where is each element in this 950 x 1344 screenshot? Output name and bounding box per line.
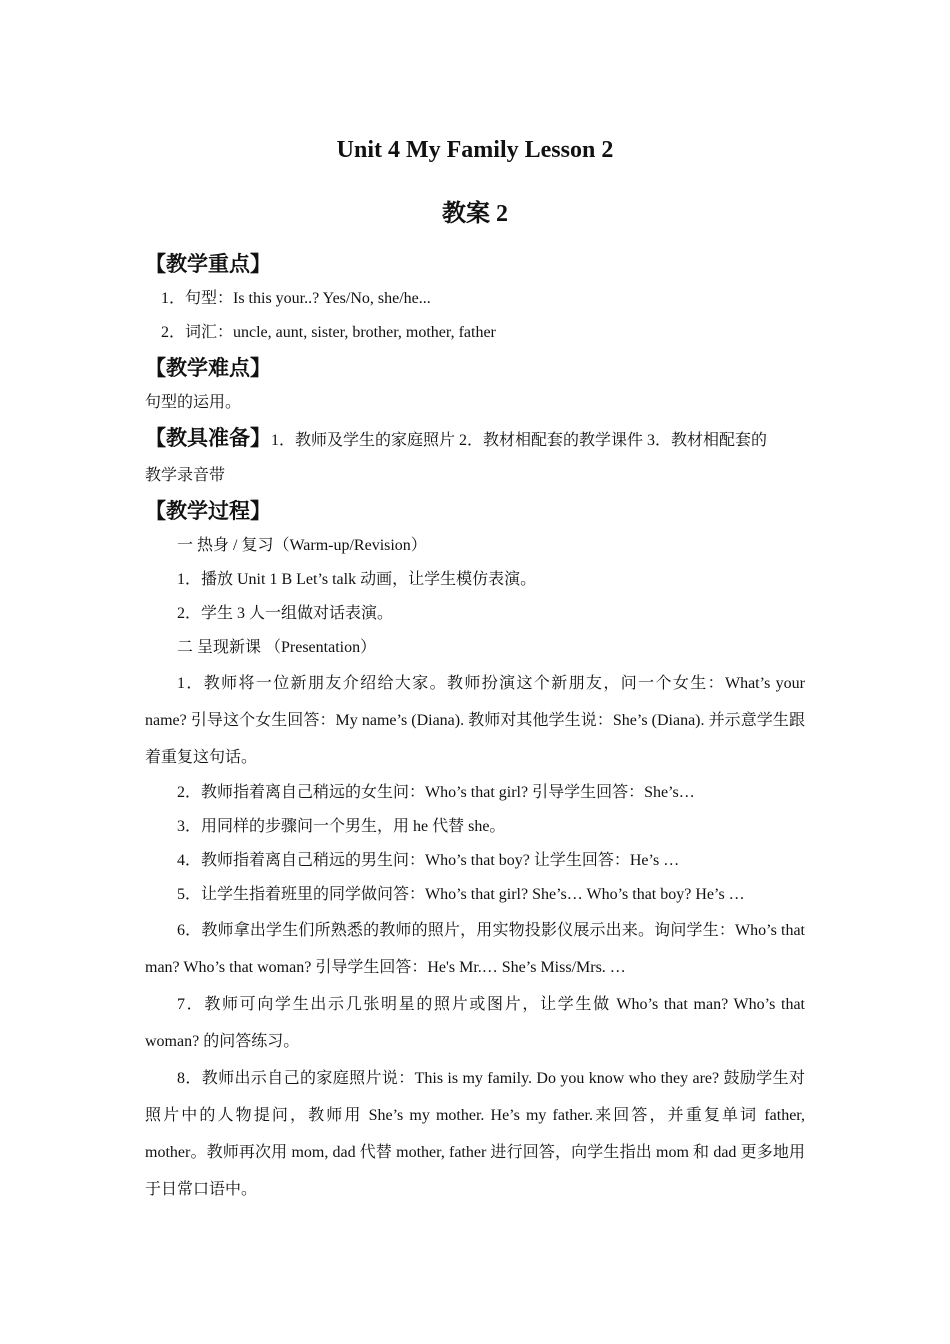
process-heading: 【教学过程】 xyxy=(145,499,271,523)
warmup-item: 2．学生 3 人一组做对话表演。 xyxy=(177,605,394,622)
presentation-item: 1．教师将一位新朋友介绍给大家。教师扮演这个新朋友，问一个女生：What’s your name? 引导这个女生回答：My name’s (Diana). 教师对其他学生说：She’s (Diana). 并示意学生跟着重复这句话。 xyxy=(145,675,805,766)
presentation-item: 3．用同样的步骤问一个男生，用 he 代替 she。 xyxy=(177,818,506,835)
presentation-item: 4．教师指着离自己稍远的男生问：Who’s that boy? 让学生回答：He’s … xyxy=(177,852,680,869)
warmup-title: 一 热身 / 复习（Warm-up/Revision） xyxy=(177,537,427,554)
key-point-item: 2．词汇：uncle, aunt, sister, brother, mother, father xyxy=(161,324,496,341)
presentation-item: 8．教师出示自己的家庭照片说：This is my family. Do you know who they are? 鼓励学生对照片中的人物提问，教师用 She’s my mother. He’s my father.来回答，并重复单词 father, mother。教师再次用 mom, dad 代替 mother, father 进行回答，向学生指出 mom 和 dad 更多地用于日常口语中。 xyxy=(145,1070,805,1198)
presentation-item: 6．教师拿出学生们所熟悉的教师的照片，用实物投影仪展示出来。询问学生：Who’s that man? Who’s that woman? 引导学生回答：He's Mr.… She’s Miss/Mrs. … xyxy=(145,922,805,976)
warmup-item: 1．播放 Unit 1 B Let’s talk 动画，让学生模仿表演。 xyxy=(177,571,537,588)
presentation-item: 5．让学生指着班里的同学做问答：Who’s that girl? She’s… Who’s that boy? He’s … xyxy=(177,886,745,903)
difficulties-heading: 【教学难点】 xyxy=(145,356,271,380)
preparation-text-line2: 教学录音带 xyxy=(145,467,226,484)
key-points-heading: 【教学重点】 xyxy=(145,252,271,276)
preparation-heading: 【教具准备】 xyxy=(145,426,271,450)
difficulties-text: 句型的运用。 xyxy=(145,394,242,411)
key-point-item: 1．句型：Is this your..? Yes/No, she/he... xyxy=(161,290,431,307)
document-title: Unit 4 My Family Lesson 2 xyxy=(336,137,614,163)
preparation-section xyxy=(145,420,805,459)
document-page xyxy=(145,130,805,1208)
presentation-item: 2．教师指着离自己稍远的女生问：Who’s that girl? 引导学生回答：She’s… xyxy=(177,784,695,801)
document-subtitle: 教案 2 xyxy=(442,201,508,227)
preparation-text-line1: 1．教师及学生的家庭照片 2．教材相配套的教学课件 3．教材相配套的 xyxy=(271,432,768,449)
presentation-item: 7．教师可向学生出示几张明星的照片或图片，让学生做 Who’s that man? Who’s that woman? 的问答练习。 xyxy=(145,996,805,1050)
presentation-title: 二 呈现新课 （Presentation） xyxy=(177,639,377,656)
